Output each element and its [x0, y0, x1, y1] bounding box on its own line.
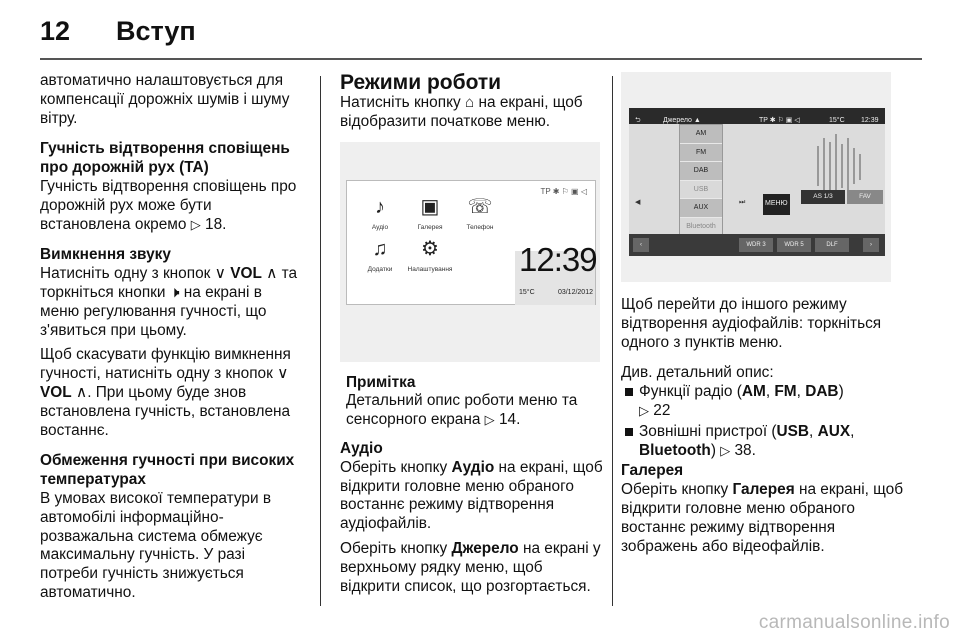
volume-up-glyph: ∧ [266, 265, 278, 283]
watermark: carmanualsonline.info [758, 612, 950, 633]
reference-arrow-icon: ▷ [190, 216, 201, 232]
reference-arrow-icon: ▷ [720, 442, 731, 458]
as-button[interactable]: AS 1/3 [801, 190, 845, 204]
clock-temp: 15°C [519, 288, 535, 296]
clock-time: 12:39 [519, 240, 597, 278]
waveform-bar [817, 146, 819, 186]
paragraph-switch-mode: Щоб перейти до іншого режиму відтворення аудіофайлів: торкніться одного з пунктів меню. [621, 296, 882, 351]
heading-mute: Вимкнення звуку [40, 246, 171, 264]
header-divider [40, 58, 922, 60]
source-option-usb[interactable]: USB [680, 181, 722, 200]
paragraph-see-details: Див. детальний опис: [621, 364, 774, 382]
column-divider [320, 76, 321, 606]
preset-2[interactable]: WDR 5 [777, 238, 811, 252]
heading-high-temp: Обмеження гучності при високих температурах [40, 452, 295, 489]
tile-apps[interactable]: ♫ Додатки [355, 237, 405, 280]
apps-icon: ♫ [372, 237, 388, 260]
source-option-fm[interactable]: FM [680, 144, 722, 163]
seek-back-icon[interactable]: ◀ [635, 199, 641, 206]
clock-date: 03/12/2012 [557, 288, 593, 296]
source-option-aux[interactable]: AUX [680, 199, 722, 218]
fav-button[interactable]: FAV [847, 190, 883, 204]
preset-bar [629, 234, 885, 256]
column-left [40, 72, 305, 615]
audio-screen [629, 108, 885, 256]
paragraph-mute: Натисніть одну з кнопок ∨ VOL ∧ та торкніться кнопки 🕨 на екрані в меню регулювання гучності, що з'явиться при цьому. [40, 265, 298, 339]
bullet-square [625, 388, 633, 396]
gear-icon: ⚙ [421, 237, 439, 260]
page-title: Вступ [116, 16, 196, 46]
next-track-icon[interactable]: ⏭ [739, 199, 746, 206]
page-number: 12 [40, 16, 71, 46]
list-item: Функції радіо (AM, FM, DAB) ▷ 22 [621, 383, 911, 421]
paragraph-audio-1: Оберіть кнопку Аудіо на екрані, щоб відкрити головне меню обраного востаннє режиму відтворення аудіофайлів. [340, 458, 603, 533]
heading-gallery: Галерея [621, 462, 684, 480]
waveform-bar [859, 154, 861, 180]
back-icon[interactable]: ⮌ [635, 117, 641, 124]
volume-up-glyph: ∧ [75, 383, 88, 401]
column-divider [612, 76, 613, 606]
paragraph-audio-2: Оберіть кнопку Джерело на екрані у верхньому рядку меню, щоб відкрити список, що розгортається. [340, 539, 601, 595]
source-button[interactable]: Джерело ▲ [663, 117, 701, 124]
gallery-icon: ▣ [420, 195, 440, 218]
tile-gallery[interactable]: ▣ Галерея [405, 195, 455, 238]
preset-prev-icon[interactable]: ‹ [633, 238, 649, 252]
tile-audio[interactable]: ♪ Аудіо [355, 195, 405, 238]
home-screen-figure [340, 142, 600, 362]
waveform-bar [853, 148, 855, 184]
waveform-bar [823, 138, 825, 194]
waveform-bar [829, 142, 831, 190]
audio-time: 12:39 [861, 117, 879, 124]
volume-down-glyph: ∨ [277, 365, 289, 383]
paragraph-intro: автоматично налаштовується для компенсації дорожніх шумів і шуму вітру. [40, 72, 290, 127]
menu-button[interactable]: МЕНЮ [763, 194, 790, 215]
column-middle [340, 72, 606, 608]
audio-top-bar [629, 108, 885, 124]
list-item: Зовнішні пристрої (USB, AUX, Bluetooth) ▷ 38. [621, 423, 911, 461]
paragraph-modes-intro: Натисніть кнопку ⌂ на екрані, щоб відобразити початкове меню. [340, 94, 583, 130]
reference-arrow-icon: ▷ [484, 412, 495, 428]
waveform-bar [847, 138, 849, 192]
paragraph-high-temp: В умовах високої температури в автомобілі інформаційно-розважальна система обмежує максимальну гучність. У разі потреби гучність знижується автоматично. [40, 489, 272, 601]
paragraph-unmute: Щоб скасувати функцію вимкнення гучності, натисніть одну з кнопок ∨ VOL ∧. При цьому буде знов встановлена гучність, встановлена востаннє. [40, 346, 291, 439]
phone-icon: ☏ [467, 195, 493, 218]
tile-phone[interactable]: ☏ Телефон [455, 195, 505, 238]
status-icons: TP ✱ ⚐ ▣ ◁ [759, 117, 800, 124]
preset-3[interactable]: DLF [815, 238, 849, 252]
tile-settings[interactable]: ⚙ Налаштування [405, 237, 455, 280]
paragraph-ta-volume: Гучність відтворення сповіщень про дорожній рух може бути встановлена окремо ▷ 18. [40, 177, 297, 233]
preset-1[interactable]: WDR 3 [739, 238, 773, 252]
waveform-bar [841, 144, 843, 188]
page-header [40, 16, 920, 64]
preset-next-icon[interactable]: › [863, 238, 879, 252]
note-text: Детальний опис роботи меню та сенсорного екрана ▷ 14. [346, 392, 578, 429]
clock-panel [515, 240, 597, 305]
reference-arrow-icon: ▷ [639, 402, 649, 418]
paragraph-gallery: Оберіть кнопку Галерея на екрані, щоб відкрити головне меню обраного востаннє режиму відтворення зображень або відеофайлів. [621, 481, 904, 555]
status-icons: TP ✱ ⚐ ▣ ◁ [540, 186, 587, 196]
source-option-bluetooth[interactable]: Bluetooth [680, 218, 722, 237]
audio-temp: 15°C [829, 117, 845, 124]
heading-modes: Режими роботи [340, 71, 502, 94]
audio-screen-figure [621, 72, 891, 282]
heading-ta-volume: Гучність відтворення сповіщень про дорожній рух (TA) [40, 140, 290, 177]
bullet-square [625, 428, 633, 436]
source-option-dab[interactable]: DAB [680, 162, 722, 181]
mute-icon: 🕨 [169, 283, 180, 301]
heading-audio: Аудіо [340, 439, 383, 457]
waveform-bar [835, 134, 837, 196]
note [346, 374, 606, 430]
source-dropdown [679, 124, 723, 236]
note-heading: Примітка [346, 373, 416, 391]
source-option-am[interactable]: AM [680, 125, 722, 144]
column-right [621, 72, 911, 556]
home-icon: ⌂ [464, 94, 475, 111]
volume-down-glyph: ∨ [214, 265, 226, 283]
home-screen [346, 180, 596, 305]
music-note-icon: ♪ [375, 195, 385, 218]
